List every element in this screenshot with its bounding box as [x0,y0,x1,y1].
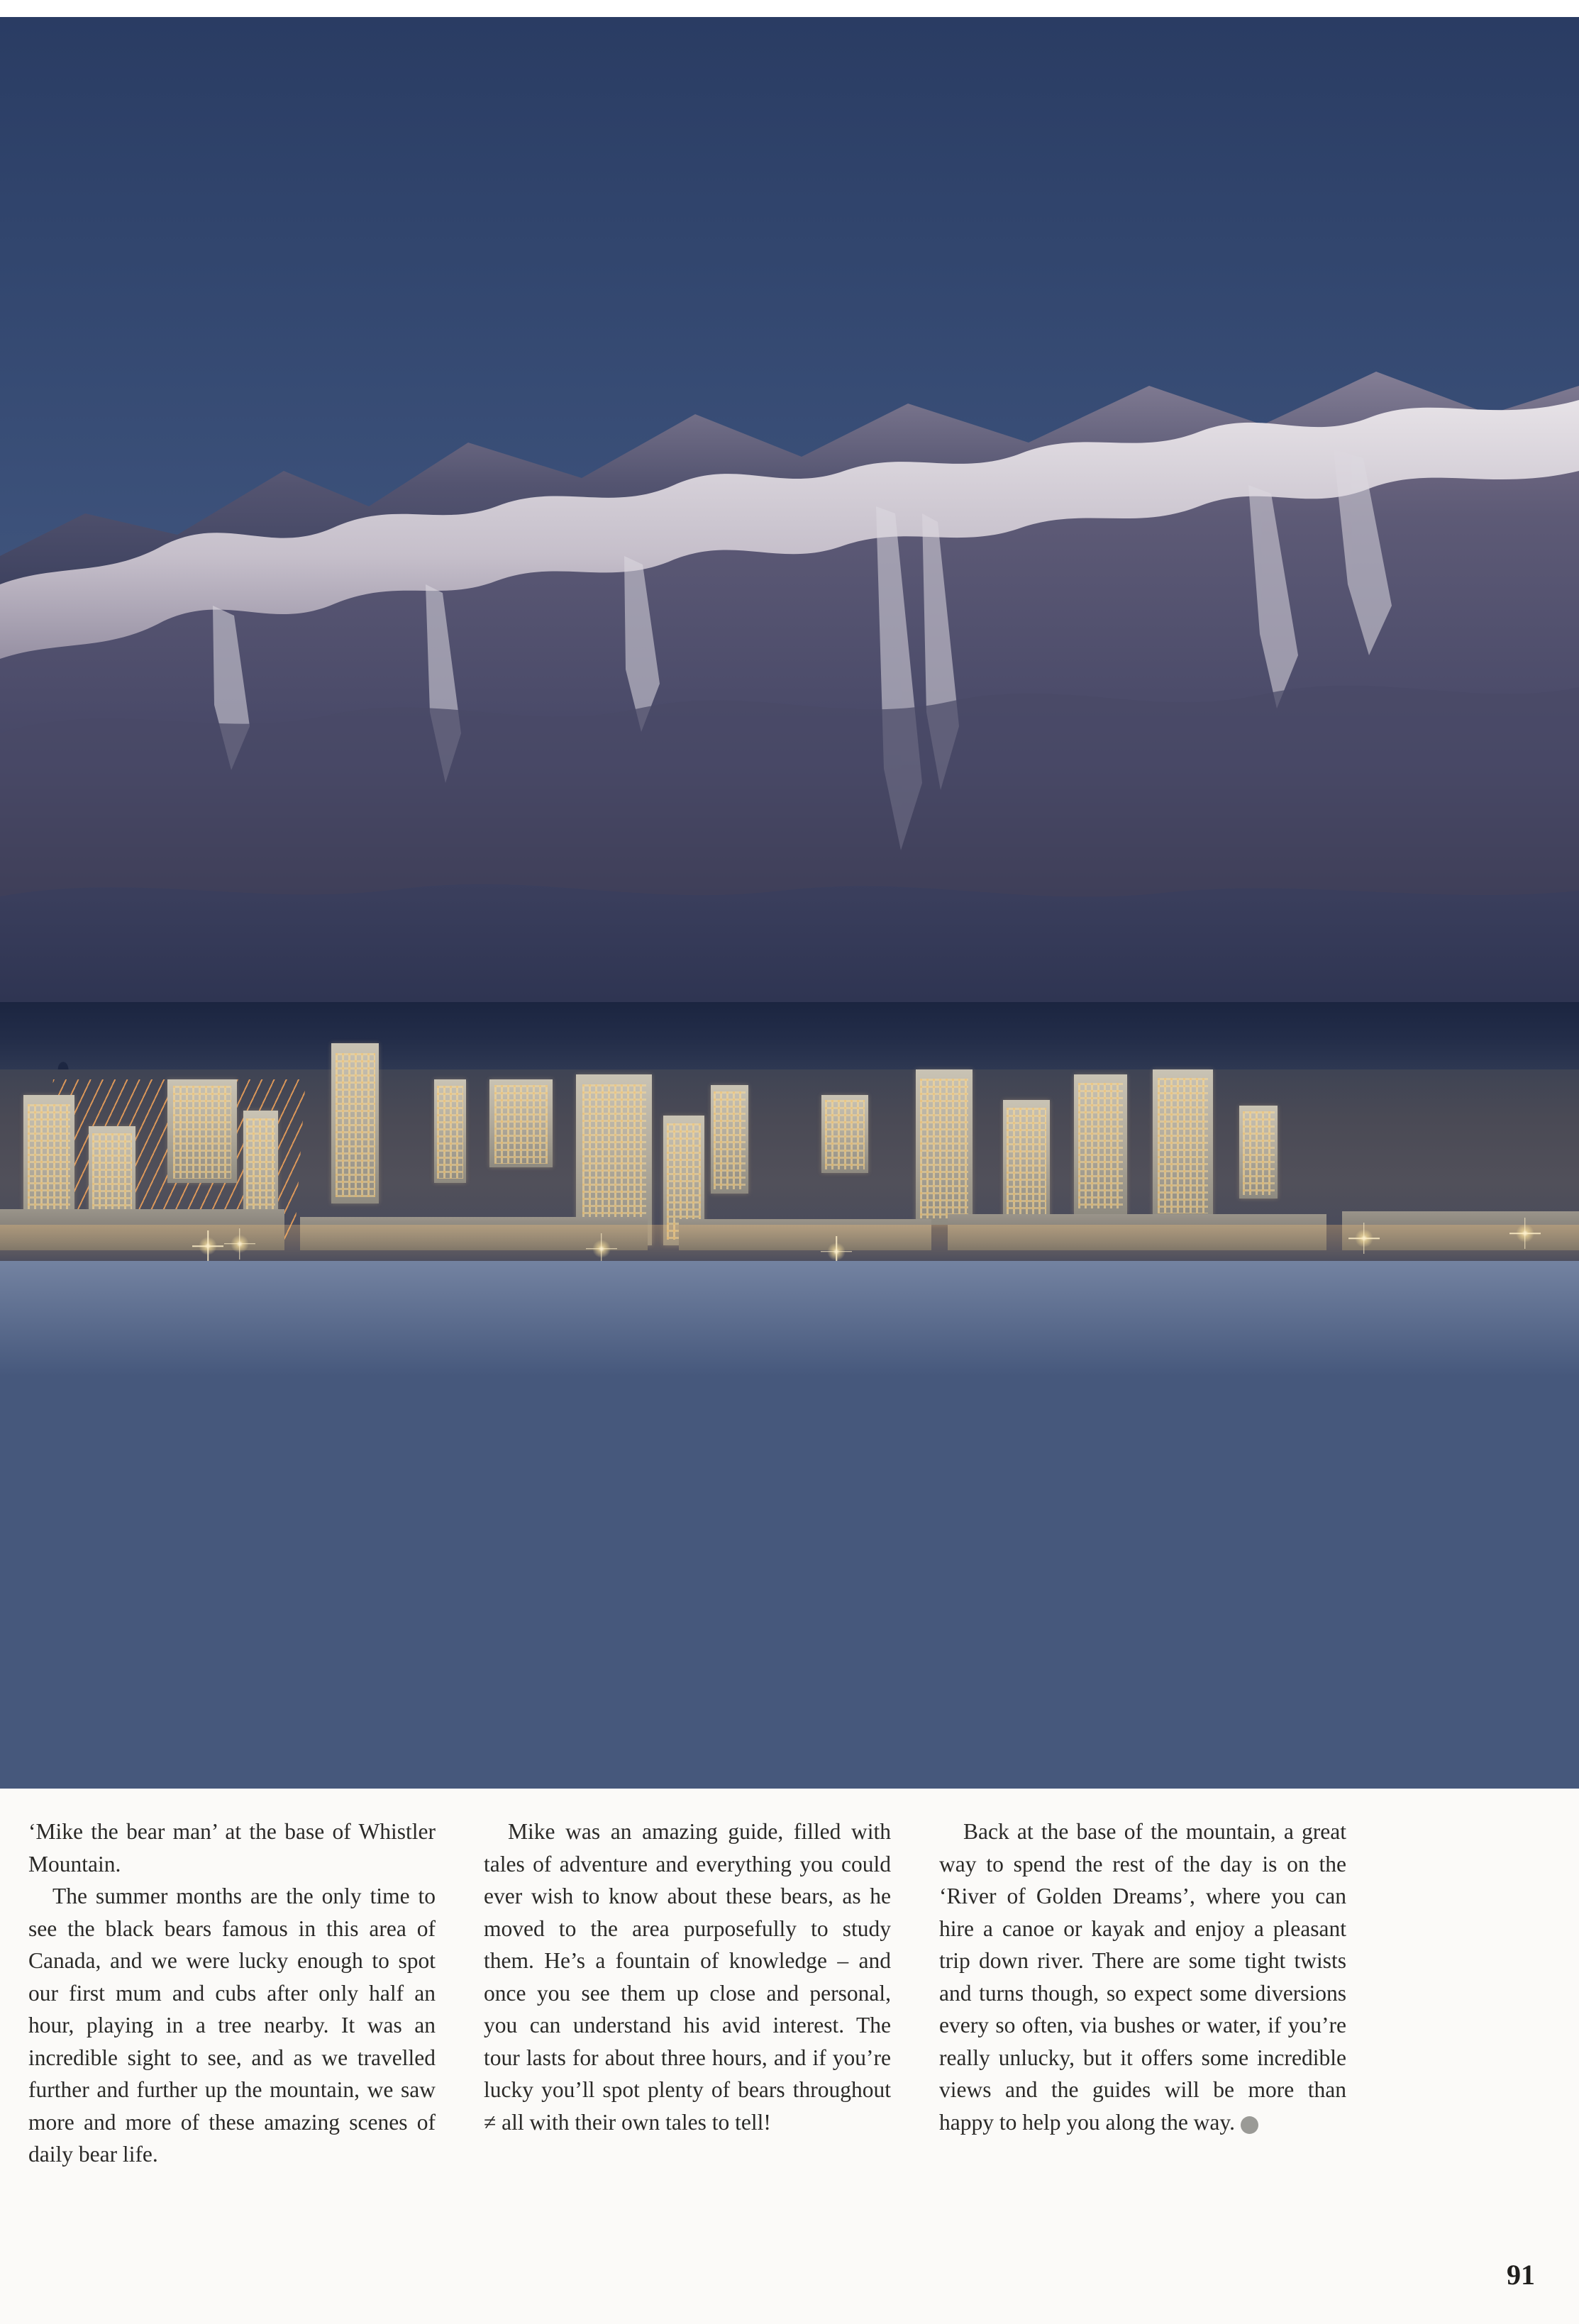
night-cityscape-photo [0,17,1579,1789]
city-skyline [0,1002,1579,1261]
continue-arrow-icon: ▸ [1241,2116,1258,2134]
light-flare [1355,1229,1373,1247]
treeline [0,1002,1579,1069]
paragraph: ‘Mike the bear man’ at the base of Whistler Mountain. [28,1819,436,1877]
light-flare [231,1235,249,1253]
light-flare [199,1237,217,1255]
article-columns [28,1816,1551,2171]
light-flare [592,1240,611,1258]
page-top-margin [0,0,1579,17]
paragraph: The summer months are the only time to see the black bears famous in this area of Canada, and we were lucky enough to spot our first mum and cubs after only half an hour, playing in a tree nearby. It was an incredible sight to see, and as we travelled further and further up the mountain, we saw more and more of these amazing scenes of daily bear life. [28,1884,436,2167]
paragraph-text: Back at the base of the mountain, a great way to spend the rest of the day is on the ‘River of Golden Dreams’, where you can hire a canoe or kayak and enjoy a pleasant trip down river. There are some tight twists and turns though, so expect some diversions every so often, via bushes or water, if you’re really unlucky, but it offers some incredible views and the guides will be more than happy to help you along the way. [939,1819,1346,2135]
paragraph: Mike was an amazing guide, filled with tales of adventure and everything you could ever wish to know about these bears, as he moved to the area purposefully to study them. He’s a fountain of knowledge – and once you see them up close and personal, you can understand his avid interest. The tour lasts for about three hours, and if you’re lucky you’ll spot plenty of bears throughout ≠ all with their own tales to tell! [484,1819,891,2135]
column-one [28,1816,436,2171]
column-two [484,1816,891,2171]
paragraph [939,1816,1346,2138]
light-flare [827,1242,846,1261]
water-surface [0,1261,1579,1789]
water-reflection [0,1261,1579,1377]
light-flare [1516,1224,1534,1242]
column-three [939,1816,1346,2171]
page-number: 91 [1507,2259,1535,2291]
